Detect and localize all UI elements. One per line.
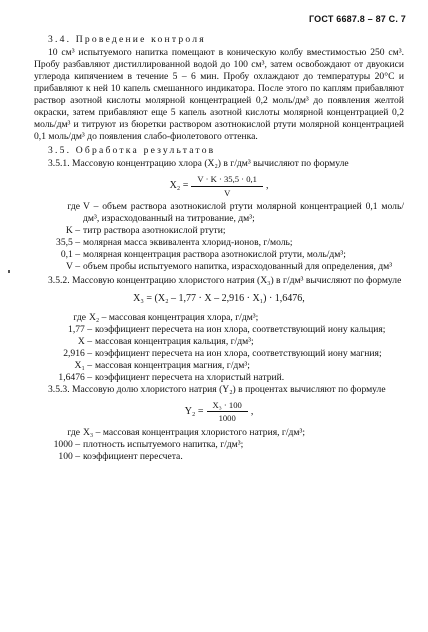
definition-desc: массовая концентрация кальция, г/дм³; — [95, 335, 254, 347]
section-3-5-3-text: 3.5.3. Массовую долю хлористого натрия (Y₂) в процентах вычисляют по формуле — [48, 383, 386, 395]
definition-term: X₃ – — [83, 427, 101, 439]
definition-desc: коэффициент пересчета на хлористый натрий. — [95, 371, 285, 383]
fraction-numerator: X₃ · 100 — [207, 400, 248, 413]
definition-row — [34, 336, 404, 348]
page-content — [34, 34, 404, 463]
definition-row — [34, 225, 404, 237]
definition-row — [34, 249, 404, 261]
definition-lead: где — [67, 201, 80, 213]
definition-desc: коэффициент пересчета на ион хлора, соответствующий иону магния; — [95, 347, 382, 359]
definition-term: X₁ – — [74, 359, 92, 371]
fraction-denominator: 1000 — [218, 413, 236, 424]
definition-desc: объем раствора азотнокислой ртути молярной концентрацией 0,1 моль/дм³, израсходованный на титрование, дм³; — [83, 201, 404, 225]
definitions-3 — [34, 427, 404, 463]
definition-term: X – — [77, 335, 92, 347]
definition-row — [34, 324, 404, 336]
formula-chlorine — [34, 174, 404, 198]
formula-tail: , — [265, 179, 269, 191]
definition-row — [34, 348, 404, 360]
definition-desc: титр раствора азотнокислой ртути; — [83, 225, 226, 237]
definition-desc: коэффициент пересчета на ион хлора, соответствующий иону кальция; — [95, 323, 386, 335]
definition-term: 100 – — [58, 451, 80, 463]
definition-desc: массовая концентрация хлористого натрия, г/дм³; — [102, 427, 306, 439]
definition-desc: молярная концентрация раствора азотнокислой ртути, моль/дм³; — [83, 249, 346, 261]
definition-row — [34, 312, 404, 324]
definition-term: 1,6476 – — [58, 371, 92, 383]
formula-fraction — [207, 400, 248, 424]
page-header: ГОСТ 6687.8 – 87 С. 7 — [308, 14, 406, 24]
definition-row — [34, 360, 404, 372]
definition-desc: массовая концентрация хлора, г/дм³; — [108, 311, 259, 323]
definition-term: V – — [83, 201, 99, 213]
definition-desc: плотность испытуемого напитка, г/дм³; — [83, 439, 244, 451]
formula-fraction — [191, 174, 263, 198]
formula-sodium-chloride-fraction — [34, 400, 404, 424]
definitions-2 — [34, 312, 404, 384]
definition-term: 1000 – — [53, 439, 80, 451]
definition-row — [34, 201, 404, 225]
definition-desc: молярная масса эквивалента хлорид-ионов, г/моль; — [83, 237, 293, 249]
definition-term: 0,1 – — [60, 249, 80, 261]
fraction-denominator: V — [224, 187, 231, 198]
formula-sodium-chloride: X₃ = (X₂ – 1,77 · X – 2,916 · X₁) · 1,6476, — [133, 293, 305, 305]
section-3-4-text: 10 см³ испытуемого напитка помещают в коническую колбу вместимостью 250 см³. Пробу разбавляют дистиллированной водой до 100 см³, затем освобождают от двуокиси углерода кипячением в течение 5 – 6 мин. Пробу охлаждают до температуры 20°С и прибавляют к ней 10 капель смешанного индикатора. После этого по каплям прибавляют раствор азотной кислоты молярной концентрацией 0,2 моль/дм³ до появления желтой окраски, затем прибавляют еще 5 капель азотной кислоты молярной концентрацией 0,2 моль/дм³ и титруют из бюретки раствором азотнокислой ртути молярной концентрацией 0,1 моль/дм³ до появления слабо-фиолетового оттенка. — [34, 46, 404, 142]
definition-term: 35,5 – — [56, 237, 80, 249]
section-3-5-2-text: 3.5.2. Массовую концентрацию хлористого натрия (X₃) в г/дм³ вычисляют по формуле — [48, 275, 402, 287]
definition-term: X₂ – — [89, 311, 107, 323]
formula-tail: , — [250, 405, 254, 417]
fraction-numerator: V · K · 35,5 · 0,1 — [191, 174, 263, 187]
definition-row — [34, 439, 404, 451]
definition-row — [34, 237, 404, 249]
definition-desc: массовая концентрация магния, г/дм³; — [95, 359, 250, 371]
definition-row — [34, 451, 404, 463]
definition-lead: где — [67, 427, 80, 439]
definition-row — [34, 427, 404, 439]
section-3-5-title: 3.5. Обработка результатов — [48, 144, 216, 156]
definition-lead: где — [73, 311, 86, 323]
definition-row — [34, 372, 404, 384]
definitions-1 — [34, 201, 404, 273]
definition-term: V – — [66, 261, 80, 273]
definition-row — [34, 261, 404, 273]
section-3-4-title: 3.4. Проведение контроля — [48, 34, 206, 45]
definition-term: K – — [65, 225, 80, 237]
formula-lhs: X₂ = — [169, 179, 189, 191]
section-3-5-1-text: 3.5.1. Массовую концентрацию хлора (X₂) в г/дм³ вычисляют по формуле — [48, 157, 349, 169]
formula-lhs: Y₂ = — [184, 405, 204, 417]
definition-desc: коэффициент пересчета. — [83, 451, 183, 463]
definition-desc: объем пробы испытуемого напитка, израсходованный для определения, дм³ — [83, 261, 393, 273]
definition-term: 2,916 – — [63, 347, 92, 359]
definition-term: 1,77 – — [68, 323, 92, 335]
scan-mark — [8, 270, 10, 273]
